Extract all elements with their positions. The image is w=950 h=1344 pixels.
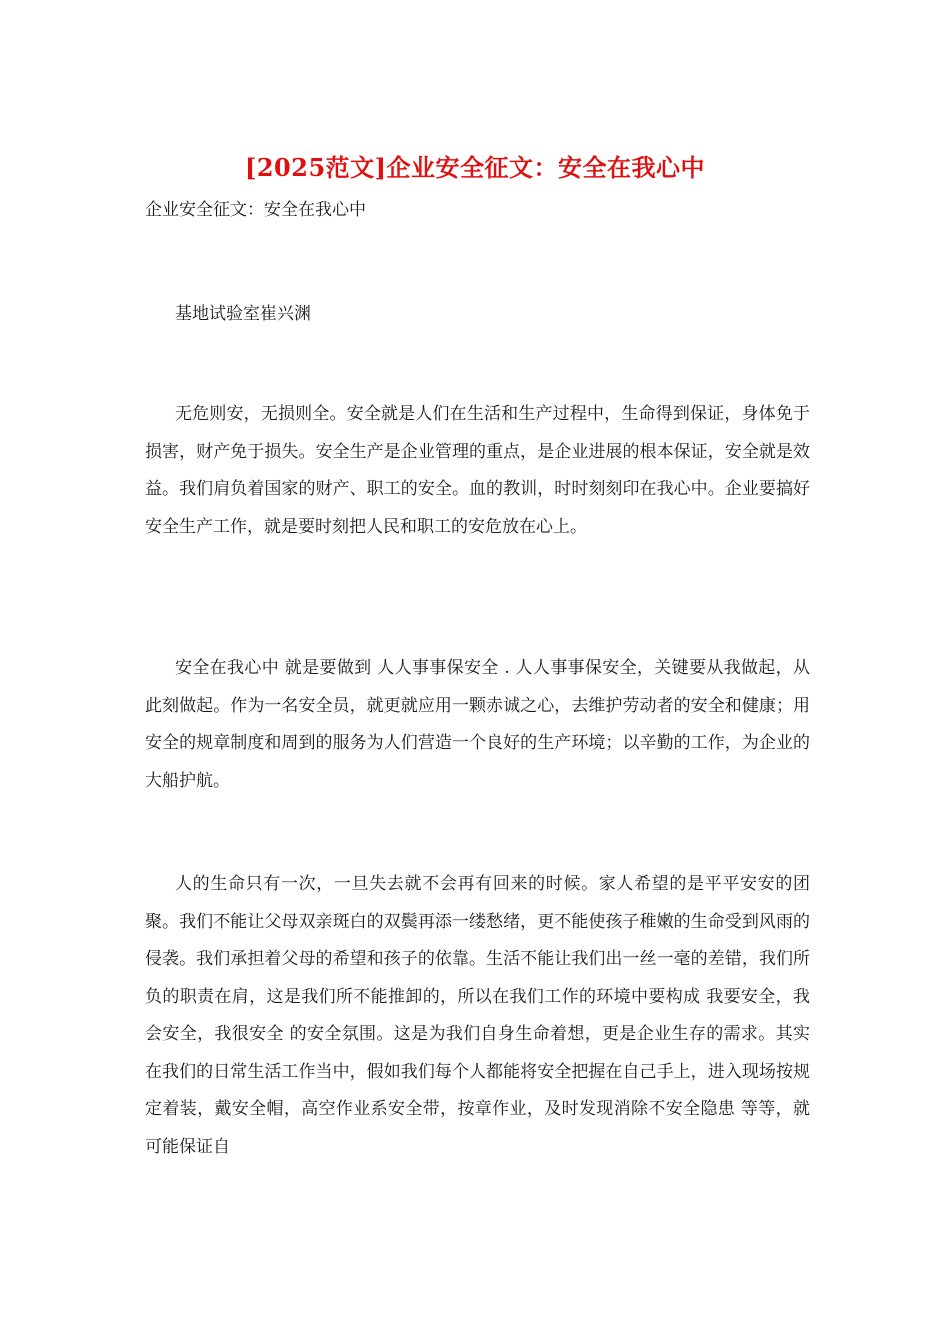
author-line: 基地试验室崔兴渊 bbox=[175, 304, 311, 324]
paragraph-2: 安全在我心中 就是要做到 人人事事保安全 . 人人事事保安全，关键要从我做起，从此刻做起。作为一名安全员，就更就应用一颗赤诚之心，去维护劳动者的安全和健康；用安全的规章制度和周到的服务为人们营造一个良好的生产环境；以辛勤的工作，为企业的大船护航。 bbox=[145, 658, 810, 791]
paragraph-3: 人的生命只有一次，一旦失去就不会再有回来的时候。家人希望的是平平安安的团聚。我们不能让父母双亲斑白的双鬓再添一缕愁绪，更不能使孩子稚嫩的生命受到风雨的侵袭。我们承担着父母的希望和孩子的依靠。生活不能让我们出一丝一毫的差错，我们所负的职责在肩，这是我们所不能推卸的，所以在我们工作的环境中要构成 我要安全，我会安全，我很安全 的安全氛围。这是为我们自身生命着想，更是企业生存的需求。其实在我们的日常生活工作当中，假如我们每个人都能将安全把握在自己手上，进入现场按规定着装，戴安全帽，高空作业系安全带，按章作业，及时发现消除不安全隐患 等等，就可能保证自 bbox=[145, 874, 810, 1157]
document-title: [2025范文]企业安全征文：安全在我心中 bbox=[244, 153, 705, 182]
document-subtitle: 企业安全征文：安全在我心中 bbox=[145, 200, 366, 220]
paragraph-1: 无危则安，无损则全。安全就是人们在生活和生产过程中，生命得到保证，身体免于损害，财产免于损失。安全生产是企业管理的重点，是企业进展的根本保证，安全就是效益。我们肩负着国家的财产、职工的安全。血的教训，时时刻刻印在我心中。企业要搞好安全生产工作，就是要时刻把人民和职工的安危放在心上。 bbox=[145, 404, 810, 537]
